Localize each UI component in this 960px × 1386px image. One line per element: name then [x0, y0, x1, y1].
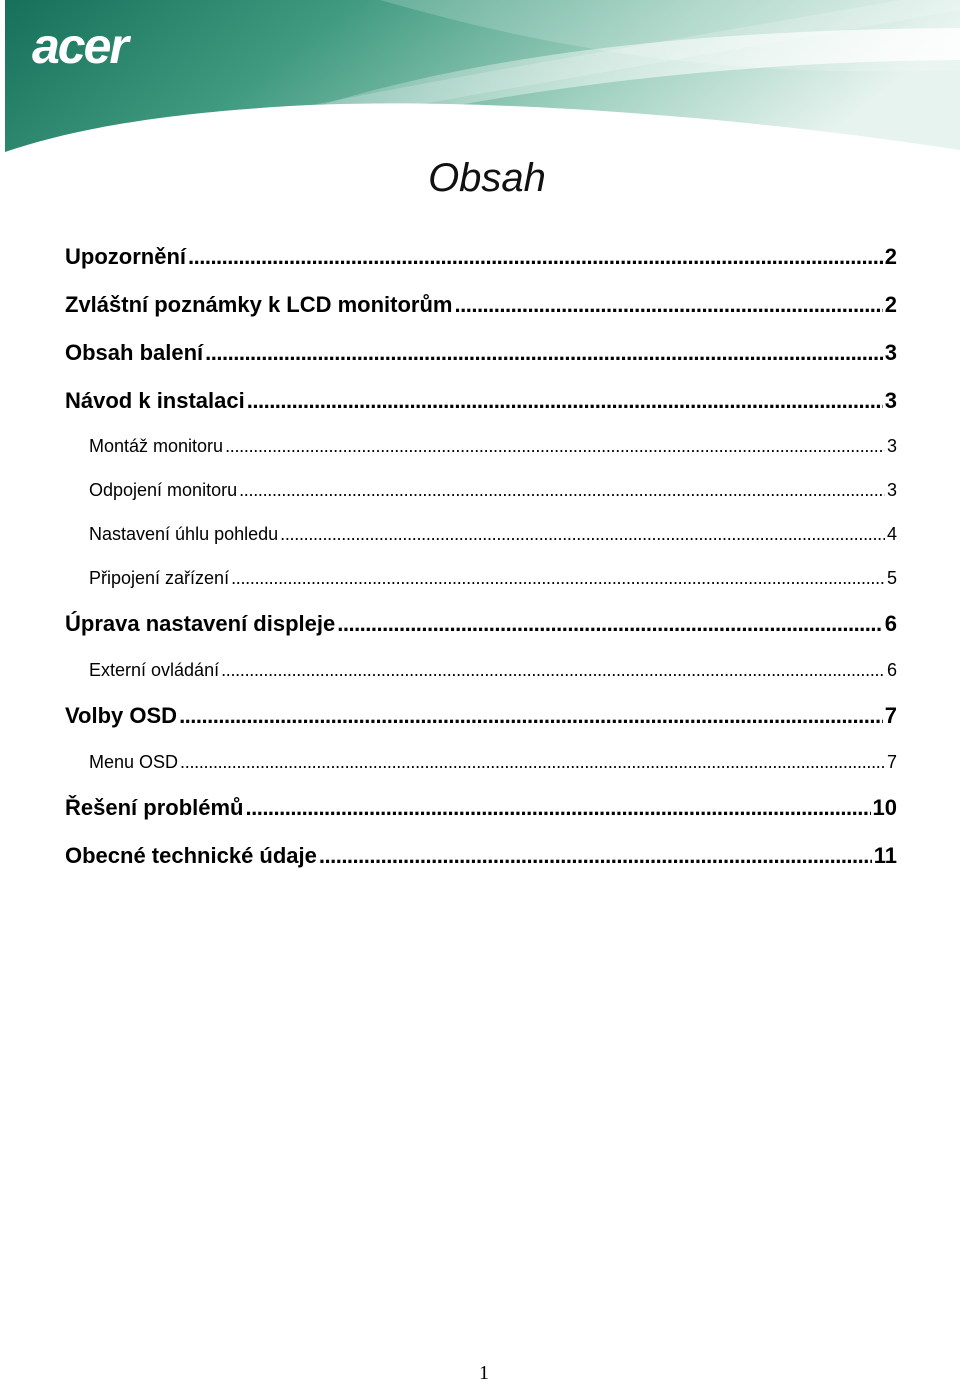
- toc-entry-label: Menu OSD: [89, 752, 179, 772]
- toc-entry-page: 3: [884, 340, 897, 365]
- toc-entry-page: 10: [872, 795, 897, 820]
- toc-entry-label: Obecné technické údaje: [65, 843, 317, 868]
- toc-entry-page: 2: [884, 292, 897, 317]
- toc-dot-leader: [337, 609, 883, 639]
- toc-entry-page: 6: [884, 611, 897, 636]
- toc-dot-leader: [319, 841, 872, 871]
- toc-entry[interactable]: [65, 242, 897, 272]
- toc-entry-page: 2: [884, 244, 897, 269]
- toc-entry[interactable]: [89, 477, 897, 503]
- toc-dot-leader: [245, 793, 870, 823]
- toc-entry[interactable]: [65, 793, 897, 823]
- toc-entry-page: 7: [884, 703, 897, 728]
- toc-dot-leader: [179, 701, 883, 731]
- toc-entry-label: Odpojení monitoru: [89, 480, 238, 500]
- toc-entry-label: Upozornění: [65, 244, 186, 269]
- toc-entry-page: 4: [886, 524, 897, 544]
- toc-dot-leader: [205, 338, 883, 368]
- toc-dot-leader: [247, 386, 883, 416]
- toc-entry-page: 6: [886, 660, 897, 680]
- toc-entry[interactable]: [65, 338, 897, 368]
- toc-dot-leader: [280, 521, 885, 547]
- toc-entry-label: Externí ovládání: [89, 660, 220, 680]
- toc-entry-page: 3: [886, 480, 897, 500]
- toc-entry[interactable]: [65, 290, 897, 320]
- toc-entry[interactable]: [65, 841, 897, 871]
- toc-entry-page: 3: [886, 436, 897, 456]
- toc-dot-leader: [180, 749, 885, 775]
- toc-entry[interactable]: [65, 386, 897, 416]
- toc-entry-page: 3: [884, 388, 897, 413]
- toc-entry-label: Řešení problémů: [65, 795, 244, 820]
- toc-entry-label: Zvláštní poznámky k LCD monitorům: [65, 292, 453, 317]
- toc-entry[interactable]: [65, 701, 897, 731]
- toc-entry-label: Úprava nastavení displeje: [65, 611, 336, 636]
- page-title: Obsah: [428, 156, 546, 200]
- toc-entry[interactable]: [89, 521, 897, 547]
- toc-dot-leader: [231, 565, 885, 591]
- toc-entry-label: Návod k instalaci: [65, 388, 245, 413]
- toc-entry[interactable]: [89, 565, 897, 591]
- toc-dot-leader: [221, 657, 885, 683]
- toc-entry-label: Připojení zařízení: [89, 568, 230, 588]
- toc-entry-page: 11: [873, 843, 897, 868]
- toc-dot-leader: [239, 477, 885, 503]
- page-number: 1: [479, 1362, 489, 1384]
- toc-entry-page: 7: [886, 752, 897, 772]
- toc-entry[interactable]: [89, 657, 897, 683]
- toc-entry[interactable]: [89, 749, 897, 775]
- toc-dot-leader: [225, 433, 885, 459]
- acer-banner-graphic: [0, 0, 960, 160]
- acer-logo: acer: [32, 18, 127, 74]
- toc-entry-label: Montáž monitoru: [89, 436, 224, 456]
- toc-entry-label: Volby OSD: [65, 703, 178, 728]
- toc-entry[interactable]: [89, 433, 897, 459]
- toc-entry-label: Obsah balení: [65, 340, 204, 365]
- toc-entry-page: 5: [886, 568, 897, 588]
- toc-entry[interactable]: [65, 609, 897, 639]
- toc-dot-leader: [188, 242, 883, 272]
- page-header-banner: [0, 0, 960, 160]
- toc-entry-label: Nastavení úhlu pohledu: [89, 524, 279, 544]
- toc-dot-leader: [455, 290, 883, 320]
